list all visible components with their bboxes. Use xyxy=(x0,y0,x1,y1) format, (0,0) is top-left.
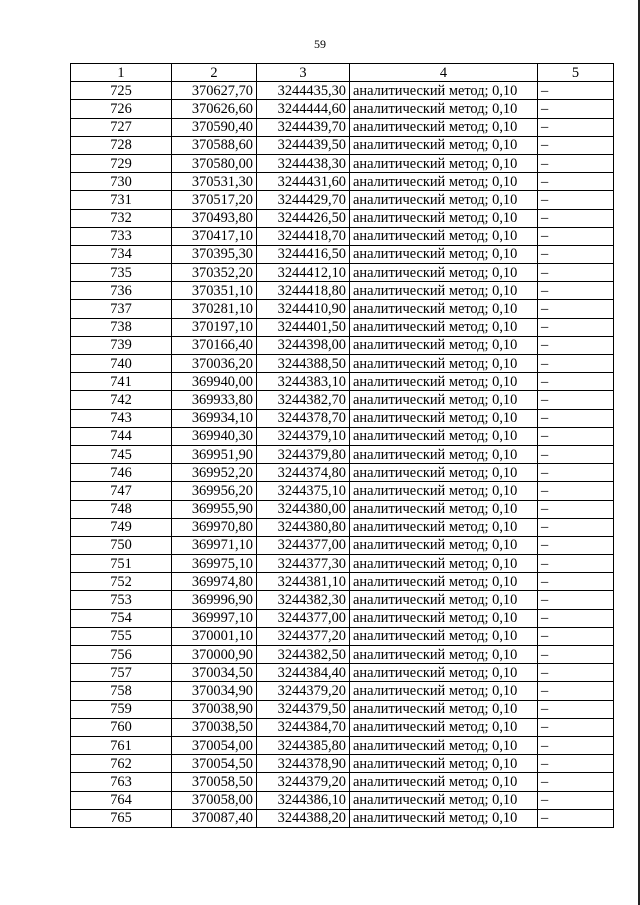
coord-x-cell: 369970,80 xyxy=(172,518,257,536)
method-accuracy-cell: аналитический метод; 0,10 xyxy=(350,409,538,427)
note-cell: – xyxy=(538,609,614,627)
coord-x-cell: 369971,10 xyxy=(172,536,257,554)
point-number-cell: 725 xyxy=(71,82,172,100)
coord-x-cell: 370034,90 xyxy=(172,682,257,700)
coord-y-cell: 3244384,70 xyxy=(257,718,350,736)
coord-y-cell: 3244380,00 xyxy=(257,500,350,518)
point-number-cell: 735 xyxy=(71,264,172,282)
note-cell: – xyxy=(538,118,614,136)
table-row xyxy=(71,718,614,736)
coord-y-cell: 3244383,10 xyxy=(257,373,350,391)
method-accuracy-cell: аналитический метод; 0,10 xyxy=(350,500,538,518)
coord-y-cell: 3244377,20 xyxy=(257,627,350,645)
note-cell: – xyxy=(538,82,614,100)
coord-y-cell: 3244418,70 xyxy=(257,227,350,245)
table-row xyxy=(71,136,614,154)
coord-x-cell: 370054,50 xyxy=(172,755,257,773)
coord-y-cell: 3244416,50 xyxy=(257,245,350,263)
coord-y-cell: 3244410,90 xyxy=(257,300,350,318)
coord-x-cell: 369997,10 xyxy=(172,609,257,627)
coord-x-cell: 369933,80 xyxy=(172,391,257,409)
note-cell: – xyxy=(538,555,614,573)
table-row xyxy=(71,245,614,263)
coord-y-cell: 3244379,50 xyxy=(257,700,350,718)
note-cell: – xyxy=(538,664,614,682)
note-cell: – xyxy=(538,773,614,791)
table-row xyxy=(71,118,614,136)
table-row xyxy=(71,736,614,754)
note-cell: – xyxy=(538,791,614,809)
method-accuracy-cell: аналитический метод; 0,10 xyxy=(350,755,538,773)
coord-x-cell: 370517,20 xyxy=(172,191,257,209)
note-cell: – xyxy=(538,154,614,172)
note-cell: – xyxy=(538,518,614,536)
coord-y-cell: 3244412,10 xyxy=(257,264,350,282)
method-accuracy-cell: аналитический метод; 0,10 xyxy=(350,209,538,227)
table-row xyxy=(71,591,614,609)
coord-y-cell: 3244439,70 xyxy=(257,118,350,136)
point-number-cell: 743 xyxy=(71,409,172,427)
point-number-cell: 738 xyxy=(71,318,172,336)
coord-x-cell: 369934,10 xyxy=(172,409,257,427)
coord-y-cell: 3244381,10 xyxy=(257,573,350,591)
coord-y-cell: 3244382,50 xyxy=(257,646,350,664)
coord-y-cell: 3244435,30 xyxy=(257,82,350,100)
coord-x-cell: 370054,00 xyxy=(172,736,257,754)
point-number-cell: 747 xyxy=(71,482,172,500)
coord-x-cell: 369956,20 xyxy=(172,482,257,500)
note-cell: – xyxy=(538,700,614,718)
method-accuracy-cell: аналитический метод; 0,10 xyxy=(350,464,538,482)
method-accuracy-cell: аналитический метод; 0,10 xyxy=(350,264,538,282)
point-number-cell: 746 xyxy=(71,464,172,482)
table-row xyxy=(71,173,614,191)
table-row xyxy=(71,154,614,172)
note-cell: – xyxy=(538,264,614,282)
method-accuracy-cell: аналитический метод; 0,10 xyxy=(350,518,538,536)
table-row xyxy=(71,500,614,518)
point-number-cell: 748 xyxy=(71,500,172,518)
coord-x-cell: 369940,30 xyxy=(172,427,257,445)
point-number-cell: 730 xyxy=(71,173,172,191)
note-cell: – xyxy=(538,755,614,773)
table-row xyxy=(71,682,614,700)
method-accuracy-cell: аналитический метод; 0,10 xyxy=(350,609,538,627)
point-number-cell: 754 xyxy=(71,609,172,627)
coord-y-cell: 3244429,70 xyxy=(257,191,350,209)
coord-y-cell: 3244388,20 xyxy=(257,809,350,827)
table-row xyxy=(71,100,614,118)
method-accuracy-cell: аналитический метод; 0,10 xyxy=(350,355,538,373)
point-number-cell: 765 xyxy=(71,809,172,827)
coord-y-cell: 3244375,10 xyxy=(257,482,350,500)
coord-y-cell: 3244398,00 xyxy=(257,336,350,354)
method-accuracy-cell: аналитический метод; 0,10 xyxy=(350,555,538,573)
header-col-3: 3 xyxy=(257,64,350,82)
table-row xyxy=(71,573,614,591)
point-number-cell: 758 xyxy=(71,682,172,700)
coord-x-cell: 369952,20 xyxy=(172,464,257,482)
coord-y-cell: 3244374,80 xyxy=(257,464,350,482)
coord-x-cell: 369975,10 xyxy=(172,555,257,573)
table-row xyxy=(71,555,614,573)
coord-y-cell: 3244444,60 xyxy=(257,100,350,118)
coord-y-cell: 3244385,80 xyxy=(257,736,350,754)
note-cell: – xyxy=(538,591,614,609)
note-cell: – xyxy=(538,173,614,191)
coord-y-cell: 3244379,80 xyxy=(257,445,350,463)
coord-y-cell: 3244378,70 xyxy=(257,409,350,427)
coord-x-cell: 370036,20 xyxy=(172,355,257,373)
note-cell: – xyxy=(538,227,614,245)
note-cell: – xyxy=(538,355,614,373)
table-row xyxy=(71,318,614,336)
header-col-5: 5 xyxy=(538,64,614,82)
note-cell: – xyxy=(538,646,614,664)
table-row xyxy=(71,191,614,209)
table-row xyxy=(71,664,614,682)
method-accuracy-cell: аналитический метод; 0,10 xyxy=(350,427,538,445)
coord-y-cell: 3244380,80 xyxy=(257,518,350,536)
note-cell: – xyxy=(538,464,614,482)
coord-y-cell: 3244386,10 xyxy=(257,791,350,809)
coord-x-cell: 370034,50 xyxy=(172,664,257,682)
table-row xyxy=(71,700,614,718)
note-cell: – xyxy=(538,573,614,591)
coord-x-cell: 370058,00 xyxy=(172,791,257,809)
method-accuracy-cell: аналитический метод; 0,10 xyxy=(350,136,538,154)
method-accuracy-cell: аналитический метод; 0,10 xyxy=(350,773,538,791)
table-row xyxy=(71,464,614,482)
point-number-cell: 737 xyxy=(71,300,172,318)
method-accuracy-cell: аналитический метод; 0,10 xyxy=(350,445,538,463)
point-number-cell: 750 xyxy=(71,536,172,554)
point-number-cell: 757 xyxy=(71,664,172,682)
note-cell: – xyxy=(538,809,614,827)
coord-y-cell: 3244377,00 xyxy=(257,536,350,554)
header-col-2: 2 xyxy=(172,64,257,82)
note-cell: – xyxy=(538,373,614,391)
coord-x-cell: 370038,50 xyxy=(172,718,257,736)
table-row xyxy=(71,791,614,809)
point-number-cell: 740 xyxy=(71,355,172,373)
point-number-cell: 762 xyxy=(71,755,172,773)
method-accuracy-cell: аналитический метод; 0,10 xyxy=(350,646,538,664)
table-row xyxy=(71,755,614,773)
table-row xyxy=(71,536,614,554)
coord-y-cell: 3244438,30 xyxy=(257,154,350,172)
point-number-cell: 764 xyxy=(71,791,172,809)
coord-x-cell: 370588,60 xyxy=(172,136,257,154)
table-row xyxy=(71,391,614,409)
method-accuracy-cell: аналитический метод; 0,10 xyxy=(350,173,538,191)
method-accuracy-cell: аналитический метод; 0,10 xyxy=(350,245,538,263)
coord-x-cell: 369940,00 xyxy=(172,373,257,391)
table-row xyxy=(71,482,614,500)
coord-y-cell: 3244431,60 xyxy=(257,173,350,191)
note-cell: – xyxy=(538,318,614,336)
coord-y-cell: 3244418,80 xyxy=(257,282,350,300)
coord-y-cell: 3244388,50 xyxy=(257,355,350,373)
point-number-cell: 729 xyxy=(71,154,172,172)
coord-y-cell: 3244382,30 xyxy=(257,591,350,609)
coord-y-cell: 3244401,50 xyxy=(257,318,350,336)
point-number-cell: 742 xyxy=(71,391,172,409)
point-number-cell: 761 xyxy=(71,736,172,754)
table-row xyxy=(71,209,614,227)
coord-x-cell: 370627,70 xyxy=(172,82,257,100)
coord-x-cell: 370000,90 xyxy=(172,646,257,664)
coordinates-table xyxy=(70,63,614,828)
point-number-cell: 749 xyxy=(71,518,172,536)
method-accuracy-cell: аналитический метод; 0,10 xyxy=(350,809,538,827)
coord-x-cell: 370087,40 xyxy=(172,809,257,827)
note-cell: – xyxy=(538,627,614,645)
point-number-cell: 755 xyxy=(71,627,172,645)
point-number-cell: 753 xyxy=(71,591,172,609)
method-accuracy-cell: аналитический метод; 0,10 xyxy=(350,700,538,718)
method-accuracy-cell: аналитический метод; 0,10 xyxy=(350,736,538,754)
coord-y-cell: 3244379,20 xyxy=(257,773,350,791)
method-accuracy-cell: аналитический метод; 0,10 xyxy=(350,391,538,409)
method-accuracy-cell: аналитический метод; 0,10 xyxy=(350,791,538,809)
coord-x-cell: 370417,10 xyxy=(172,227,257,245)
table-row xyxy=(71,627,614,645)
coord-x-cell: 370001,10 xyxy=(172,627,257,645)
method-accuracy-cell: аналитический метод; 0,10 xyxy=(350,227,538,245)
table-row xyxy=(71,518,614,536)
note-cell: – xyxy=(538,391,614,409)
method-accuracy-cell: аналитический метод; 0,10 xyxy=(350,718,538,736)
coord-x-cell: 370590,40 xyxy=(172,118,257,136)
point-number-cell: 751 xyxy=(71,555,172,573)
table-header xyxy=(71,64,614,82)
point-number-cell: 763 xyxy=(71,773,172,791)
coord-x-cell: 369951,90 xyxy=(172,445,257,463)
point-number-cell: 728 xyxy=(71,136,172,154)
table-row xyxy=(71,355,614,373)
method-accuracy-cell: аналитический метод; 0,10 xyxy=(350,627,538,645)
coord-y-cell: 3244377,00 xyxy=(257,609,350,627)
coord-y-cell: 3244379,10 xyxy=(257,427,350,445)
point-number-cell: 745 xyxy=(71,445,172,463)
note-cell: – xyxy=(538,718,614,736)
note-cell: – xyxy=(538,736,614,754)
table-row xyxy=(71,773,614,791)
point-number-cell: 759 xyxy=(71,700,172,718)
coord-x-cell: 370281,10 xyxy=(172,300,257,318)
table-row xyxy=(71,445,614,463)
method-accuracy-cell: аналитический метод; 0,10 xyxy=(350,482,538,500)
coord-y-cell: 3244379,20 xyxy=(257,682,350,700)
point-number-cell: 727 xyxy=(71,118,172,136)
point-number-cell: 756 xyxy=(71,646,172,664)
note-cell: – xyxy=(538,409,614,427)
method-accuracy-cell: аналитический метод; 0,10 xyxy=(350,318,538,336)
table-row xyxy=(71,409,614,427)
method-accuracy-cell: аналитический метод; 0,10 xyxy=(350,664,538,682)
table-row xyxy=(71,82,614,100)
note-cell: – xyxy=(538,536,614,554)
coord-x-cell: 370531,30 xyxy=(172,173,257,191)
table-row xyxy=(71,809,614,827)
note-cell: – xyxy=(538,191,614,209)
coord-y-cell: 3244384,40 xyxy=(257,664,350,682)
table-row xyxy=(71,300,614,318)
point-number-cell: 734 xyxy=(71,245,172,263)
point-number-cell: 741 xyxy=(71,373,172,391)
coord-x-cell: 370166,40 xyxy=(172,336,257,354)
note-cell: – xyxy=(538,500,614,518)
table-row xyxy=(71,336,614,354)
point-number-cell: 739 xyxy=(71,336,172,354)
coord-x-cell: 370351,10 xyxy=(172,282,257,300)
point-number-cell: 731 xyxy=(71,191,172,209)
coord-y-cell: 3244439,50 xyxy=(257,136,350,154)
table-row xyxy=(71,282,614,300)
method-accuracy-cell: аналитический метод; 0,10 xyxy=(350,300,538,318)
method-accuracy-cell: аналитический метод; 0,10 xyxy=(350,591,538,609)
method-accuracy-cell: аналитический метод; 0,10 xyxy=(350,191,538,209)
method-accuracy-cell: аналитический метод; 0,10 xyxy=(350,282,538,300)
coord-x-cell: 370352,20 xyxy=(172,264,257,282)
table-row xyxy=(71,609,614,627)
coord-y-cell: 3244378,90 xyxy=(257,755,350,773)
coord-x-cell: 369955,90 xyxy=(172,500,257,518)
coord-x-cell: 369996,90 xyxy=(172,591,257,609)
note-cell: – xyxy=(538,245,614,263)
method-accuracy-cell: аналитический метод; 0,10 xyxy=(350,573,538,591)
method-accuracy-cell: аналитический метод; 0,10 xyxy=(350,100,538,118)
note-cell: – xyxy=(538,445,614,463)
point-number-cell: 736 xyxy=(71,282,172,300)
method-accuracy-cell: аналитический метод; 0,10 xyxy=(350,682,538,700)
point-number-cell: 752 xyxy=(71,573,172,591)
note-cell: – xyxy=(538,336,614,354)
note-cell: – xyxy=(538,136,614,154)
header-row xyxy=(71,64,614,82)
coord-x-cell: 370626,60 xyxy=(172,100,257,118)
note-cell: – xyxy=(538,282,614,300)
coord-x-cell: 370058,50 xyxy=(172,773,257,791)
point-number-cell: 733 xyxy=(71,227,172,245)
table-row xyxy=(71,646,614,664)
header-col-4: 4 xyxy=(350,64,538,82)
coord-x-cell: 370395,30 xyxy=(172,245,257,263)
coord-x-cell: 370580,00 xyxy=(172,154,257,172)
method-accuracy-cell: аналитический метод; 0,10 xyxy=(350,373,538,391)
method-accuracy-cell: аналитический метод; 0,10 xyxy=(350,154,538,172)
note-cell: – xyxy=(538,100,614,118)
point-number-cell: 732 xyxy=(71,209,172,227)
note-cell: – xyxy=(538,682,614,700)
point-number-cell: 760 xyxy=(71,718,172,736)
coord-x-cell: 370493,80 xyxy=(172,209,257,227)
coord-x-cell: 370197,10 xyxy=(172,318,257,336)
table-body xyxy=(71,82,614,828)
method-accuracy-cell: аналитический метод; 0,10 xyxy=(350,336,538,354)
table-row xyxy=(71,227,614,245)
coord-x-cell: 369974,80 xyxy=(172,573,257,591)
coord-y-cell: 3244426,50 xyxy=(257,209,350,227)
note-cell: – xyxy=(538,300,614,318)
note-cell: – xyxy=(538,482,614,500)
point-number-cell: 726 xyxy=(71,100,172,118)
coord-y-cell: 3244377,30 xyxy=(257,555,350,573)
table-row xyxy=(71,373,614,391)
table-row xyxy=(71,264,614,282)
table-row xyxy=(71,427,614,445)
point-number-cell: 744 xyxy=(71,427,172,445)
note-cell: – xyxy=(538,209,614,227)
coord-y-cell: 3244382,70 xyxy=(257,391,350,409)
coord-x-cell: 370038,90 xyxy=(172,700,257,718)
method-accuracy-cell: аналитический метод; 0,10 xyxy=(350,536,538,554)
page-number: 59 xyxy=(314,37,326,51)
method-accuracy-cell: аналитический метод; 0,10 xyxy=(350,82,538,100)
header-col-1: 1 xyxy=(71,64,172,82)
note-cell: – xyxy=(538,427,614,445)
method-accuracy-cell: аналитический метод; 0,10 xyxy=(350,118,538,136)
